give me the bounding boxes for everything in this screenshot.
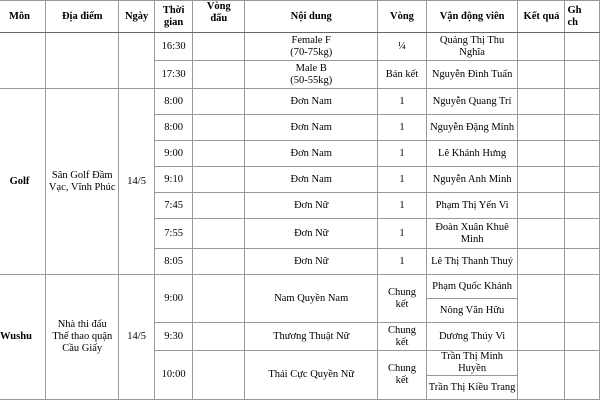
note-cell [565, 141, 600, 167]
athlete-cell: Lê Thị Thanh Thuý [426, 249, 518, 275]
stage-cell: 1 [378, 193, 426, 219]
result-cell [518, 141, 565, 167]
result-cell [518, 219, 565, 249]
stage-cell [378, 275, 426, 323]
note-cell [565, 61, 600, 89]
venue-cell [46, 33, 119, 89]
stage-cell [378, 351, 426, 400]
sport-golf: Golf [0, 89, 46, 275]
time-cell: 17:30 [154, 61, 193, 89]
time-cell: 10:00 [154, 351, 193, 400]
sport-cell [0, 33, 46, 89]
round-cell [193, 351, 245, 400]
stage-line2: kết [395, 375, 409, 386]
round-cell [193, 219, 245, 249]
time-cell: 16:30 [154, 33, 193, 61]
time-cell: 8:05 [154, 249, 193, 275]
stage-line2: kết [395, 336, 409, 348]
venue-line1: Nhà thi đấu [57, 319, 107, 330]
stage-cell: 1 [378, 89, 426, 115]
note-cell [565, 219, 600, 249]
content-cell: Đơn Nam [245, 141, 378, 167]
header-vong: Vòng [378, 1, 426, 33]
content-cell [245, 61, 378, 89]
content-cell: Đơn Nam [245, 167, 378, 193]
venue-line1: Sân Golf Đầm [51, 169, 113, 181]
note-cell [565, 275, 600, 323]
content-cell: Nam Quyền Nam [245, 275, 378, 323]
athlete-cell: Quảng Thị Thu Nghĩa [426, 33, 518, 61]
time-cell: 8:00 [154, 89, 193, 115]
header-noi-dung: Nội dung [245, 1, 378, 33]
stage-cell: Bán kết [378, 61, 426, 89]
result-cell [518, 167, 565, 193]
result-cell [518, 351, 565, 400]
header-ghi-chu-line1: Gh [567, 4, 582, 16]
stage-cell: 1 [378, 141, 426, 167]
note-cell [565, 323, 600, 351]
time-cell: 9:00 [154, 275, 193, 323]
athlete-cell: Nguyễn Đình Tuấn [426, 61, 518, 89]
athlete-cell: Dương Thúy Vi [426, 323, 518, 351]
header-ghi-chu [565, 1, 600, 33]
round-cell [193, 115, 245, 141]
header-ghi-chu-line2: ch [567, 16, 578, 28]
content-cell: Đơn Nữ [245, 193, 378, 219]
header-vong-dau-line2: đấu [210, 13, 228, 24]
note-cell [565, 33, 600, 61]
content-line2: (50-55kg) [290, 74, 333, 86]
header-ngay: Ngày [119, 1, 154, 33]
time-cell: 7:55 [154, 219, 193, 249]
athlete-cell: Nguyễn Quang Trí [426, 89, 518, 115]
athlete-cell: Phạm Quốc Khánh [426, 275, 518, 299]
athlete-cell: Nguyễn Anh Minh [426, 167, 518, 193]
round-cell [193, 167, 245, 193]
note-cell [565, 89, 600, 115]
result-cell [518, 193, 565, 219]
athlete-cell: Nông Văn Hữu [426, 299, 518, 323]
note-cell [565, 249, 600, 275]
stage-cell: 1 [378, 167, 426, 193]
content-cell: Đơn Nam [245, 89, 378, 115]
athlete-cell: Nguyễn Đặng Minh [426, 115, 518, 141]
result-cell [518, 275, 565, 323]
stage-line2: kết [395, 298, 409, 310]
header-mon: Môn [0, 1, 46, 33]
content-cell: Thái Cực Quyền Nữ [245, 351, 378, 400]
content-line1: Female F [291, 34, 331, 46]
athlete-cell [426, 219, 518, 249]
time-cell: 9:10 [154, 167, 193, 193]
stage-line1: Chung [387, 363, 416, 374]
round-cell [193, 249, 245, 275]
stage-cell: 1 [378, 249, 426, 275]
stage-cell: ¼ [378, 33, 426, 61]
sport-wushu: Wushu [0, 275, 46, 400]
result-cell [518, 61, 565, 89]
result-cell [518, 89, 565, 115]
date-wushu: 14/5 [119, 275, 154, 400]
header-van-dong-vien: Vận động viên [426, 1, 518, 33]
time-cell: 9:00 [154, 141, 193, 167]
round-cell [193, 323, 245, 351]
result-cell [518, 33, 565, 61]
venue-line2: Thể thao quận [52, 331, 113, 342]
table-row [0, 89, 600, 115]
athlete-line1: Đoàn Xuân Khuê [435, 221, 509, 233]
content-cell: Thương Thuật Nữ [245, 323, 378, 351]
content-cell: Đơn Nữ [245, 219, 378, 249]
header-thoi-gian-line1: Thời [162, 4, 185, 16]
content-line1: Male B [295, 62, 327, 74]
round-cell [193, 89, 245, 115]
venue-golf [46, 89, 119, 275]
date-cell [119, 33, 154, 89]
header-thoi-gian [154, 1, 193, 33]
athlete-line2: Minh [460, 233, 484, 245]
round-cell [193, 193, 245, 219]
round-cell [193, 275, 245, 323]
time-cell: 9:30 [154, 323, 193, 351]
header-vong-dau-line1: Vòng [206, 1, 231, 12]
note-cell [565, 193, 600, 219]
venue-line2: Vạc, Vĩnh Phúc [48, 181, 116, 193]
result-cell [518, 323, 565, 351]
venue-wushu [46, 275, 119, 400]
result-cell [518, 249, 565, 275]
note-cell [565, 167, 600, 193]
content-cell: Đơn Nữ [245, 249, 378, 275]
header-row [0, 1, 600, 33]
time-cell: 8:00 [154, 115, 193, 141]
content-cell [245, 33, 378, 61]
table-row [0, 275, 600, 299]
athlete-cell: Trần Thị Kiều Trang [426, 376, 518, 400]
content-line2: (70-75kg) [290, 46, 333, 58]
table-row [0, 33, 600, 61]
athlete-cell: Phạm Thị Yến Vi [426, 193, 518, 219]
header-ket-qua: Kết quả [518, 1, 565, 33]
header-vong-dau [193, 1, 245, 33]
time-cell: 7:45 [154, 193, 193, 219]
round-cell [193, 61, 245, 89]
stage-line1: Chung [387, 324, 416, 336]
header-dia-diem: Địa điểm [46, 1, 119, 33]
stage-line1: Chung [387, 286, 416, 298]
date-golf: 14/5 [119, 89, 154, 275]
stage-cell [378, 323, 426, 351]
header-thoi-gian-line2: gian [164, 16, 184, 28]
stage-cell: 1 [378, 115, 426, 141]
note-cell [565, 115, 600, 141]
stage-cell: 1 [378, 219, 426, 249]
note-cell [565, 351, 600, 400]
round-cell [193, 33, 245, 61]
athlete-cell: Trần Thị Minh Huyền [426, 351, 518, 376]
content-cell: Đơn Nam [245, 115, 378, 141]
round-cell [193, 141, 245, 167]
result-cell [518, 115, 565, 141]
venue-line3: Cầu Giấy [62, 343, 103, 354]
athlete-cell: Lê Khánh Hưng [426, 141, 518, 167]
